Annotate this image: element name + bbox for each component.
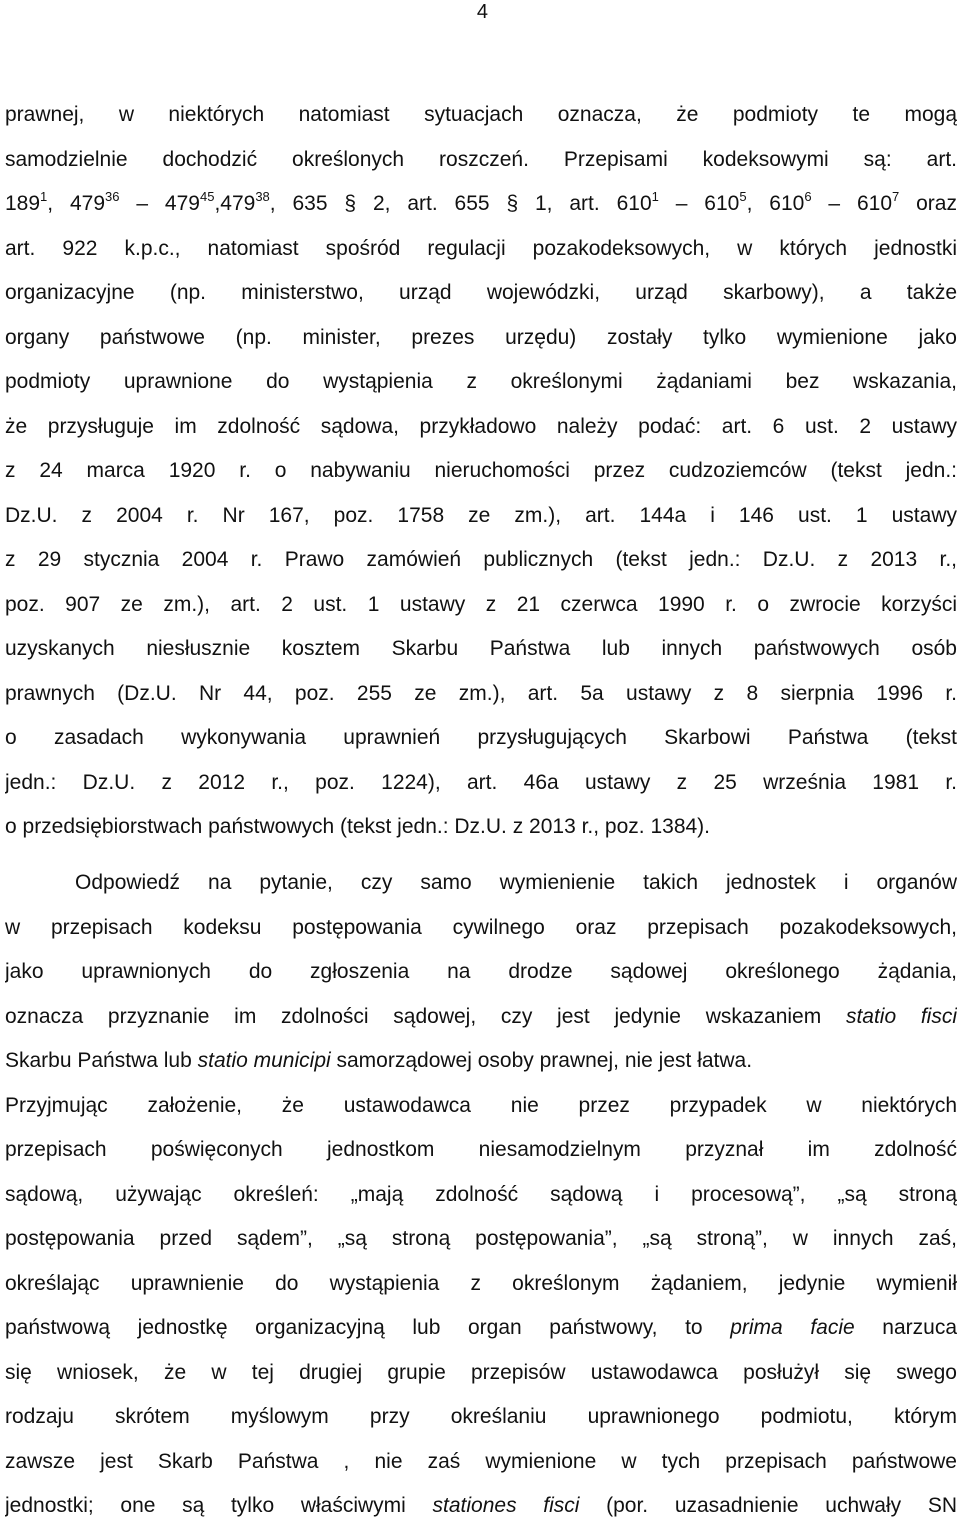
text-line: określając uprawnienie do wystąpienia z określonym żądaniem, jedynie wymienił <box>5 1271 957 1295</box>
text-line-article-list: $189^1$, $479^{36} - 479^{45},479^{38}$, 635 § 2, art. 655 § 1, art. $610^1 - 610^5$, $610^6 - 610^7$ oraz <box>5 189 957 215</box>
text-line: się wniosek, że w tej drugiej grupie przepisów ustawodawca posłużył się swego <box>5 1360 957 1384</box>
text-line: poz. 907 ze zm.), art. 2 ust. 1 ustawy z 21 czerwca 1990 r. o zwrocie korzyści <box>5 592 957 616</box>
text-line: rodzaju skrótem myślowym przy określaniu uprawnionego podmiotu, którym <box>5 1405 957 1428</box>
text-line: prawnych (Dz.U. Nr 44, poz. 255 ze zm.), art. 5a ustawy z 8 sierpnia 1996 r. <box>5 681 957 705</box>
text-line: jednostki; one są tylko właściwymi stationes fisci (por. uzasadnienie uchwały SN <box>5 1494 957 1517</box>
text-line: sądową, używając określeń: „mają zdolność sądową i procesową”, „są stroną <box>5 1182 957 1206</box>
text-line: Skarbu Państwa lub statio municipi samorządowej osoby prawnej, nie jest łatwa. <box>5 1049 753 1072</box>
text-line: podmioty uprawnione do wystąpienia z określonymi żądaniami bez wskazania, <box>5 370 957 393</box>
text-line: że przysługuje im zdolność sądowa, przykładowo należy podać: art. 6 ust. 2 ustawy <box>5 414 957 438</box>
text-line: jako uprawnionych do zgłoszenia na drodze sądowej określonego żądania, <box>5 960 957 983</box>
page-number: 4 <box>476 1 488 23</box>
text-line: prawnej, w niektórych natomiast sytuacjach oznacza, że podmioty te mogą <box>5 103 957 126</box>
text-line: organy państwowe (np. minister, prezes urzędu) zostały tylko wymienione jako <box>5 325 957 349</box>
text-line: Przyjmując założenie, że ustawodawca nie przez przypadek w niektórych <box>5 1093 957 1117</box>
text-line: Odpowiedź na pytanie, czy samo wymienienie takich jednostek i organów <box>75 871 957 894</box>
text-line: organizacyjne (np. ministerstwo, urząd wojewódzki, urząd skarbowy), a także <box>5 281 957 304</box>
text-line: z 29 stycznia 2004 r. Prawo zamówień publicznych (tekst jedn.: Dz.U. z 2013 r., <box>5 548 957 571</box>
paragraph-1 <box>5 93 957 850</box>
text-line: jedn.: Dz.U. z 2012 r., poz. 1224), art. 46a ustawy z 25 września 1981 r. <box>5 770 957 794</box>
paragraph-2 <box>5 861 957 1529</box>
text-line: postępowania przed sądem”, „są stroną postępowania”, „są stroną”, w innych zaś, <box>5 1227 957 1250</box>
text-line: uzyskanych niesłusznie kosztem Skarbu Państwa lub innych państwowych osób <box>5 637 957 660</box>
text-line: art. 922 k.p.c., natomiast spośród regulacji pozakodeksowych, w których jednostki <box>5 236 957 260</box>
text-line: o zasadach wykonywania uprawnień przysługujących Skarbowi Państwa (tekst <box>5 726 957 749</box>
text-line: samodzielnie dochodzić określonych roszczeń. Przepisami kodeksowymi są: art. <box>5 147 957 171</box>
text-line: w przepisach kodeksu postępowania cywilnego oraz przepisach pozakodeksowych, <box>5 915 957 939</box>
text-line: o przedsiębiorstwach państwowych (tekst jedn.: Dz.U. z 2013 r., poz. 1384). <box>5 815 711 838</box>
text-line: Dz.U. z 2004 r. Nr 167, poz. 1758 ze zm.), art. 144a i 146 ust. 1 ustawy <box>5 503 957 527</box>
text-line: zawsze jest Skarb Państwa , nie zaś wymienione w tych przepisach państwowe <box>5 1449 957 1473</box>
text-line: przepisach poświęconych jednostkom niesamodzielnym przyznał im zdolność <box>5 1138 957 1161</box>
text-line: oznacza przyznanie im zdolności sądowej, czy jest jedynie wskazaniem statio fisci <box>5 1004 957 1028</box>
text-line: z 24 marca 1920 r. o nabywaniu nieruchomości przez cudzoziemców (tekst jedn.: <box>5 459 957 482</box>
text-line: państwową jednostkę organizacyjną lub organ państwowy, to prima facie narzuca <box>5 1316 957 1339</box>
